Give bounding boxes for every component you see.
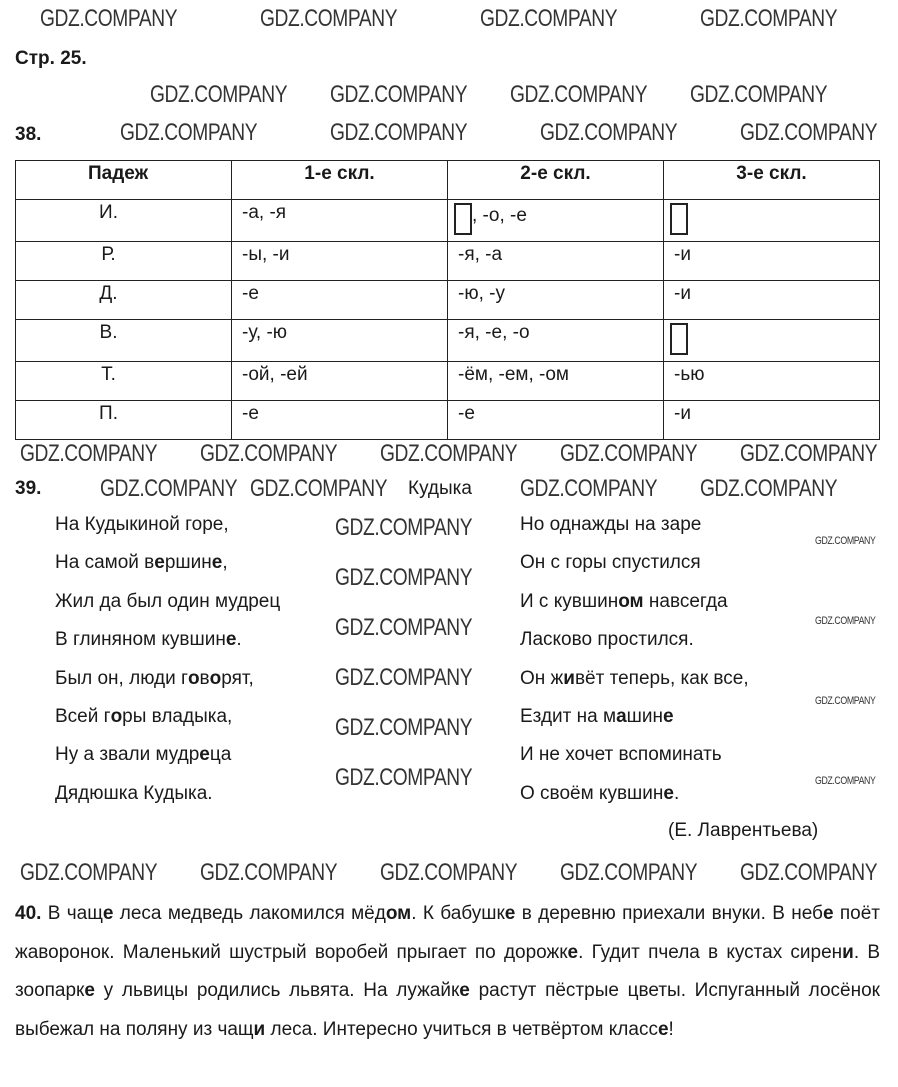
watermark: GDZ.COMPANY	[480, 5, 618, 32]
watermark: GDZ.COMPANY	[740, 440, 878, 467]
decl1-cell	[232, 362, 448, 401]
decl3-cell	[664, 320, 880, 362]
highlighted-ending: е	[102, 903, 114, 924]
watermark: GDZ.COMPANY	[740, 119, 878, 146]
table-row	[16, 401, 880, 440]
text-segment: шин	[626, 706, 663, 727]
empty-ending-box	[670, 323, 688, 355]
watermark: GDZ.COMPANY	[510, 81, 648, 108]
watermark: GDZ.COMPANY	[380, 859, 518, 886]
text-segment: ца	[209, 744, 232, 766]
poem-line	[520, 667, 749, 691]
text-segment: Ездит на м	[520, 706, 617, 727]
poem-line	[55, 667, 254, 691]
text-segment: .	[673, 782, 680, 804]
highlighted-ending: о	[187, 667, 200, 689]
table-header-row	[16, 161, 880, 200]
watermark: GDZ.COMPANY	[335, 714, 473, 741]
text-segment: На Кудыкиной горе,	[55, 514, 229, 535]
ending-text: -я, -а	[458, 244, 503, 265]
text-segment: .	[236, 629, 242, 651]
watermark: GDZ.COMPANY	[335, 614, 473, 641]
decl1-cell	[232, 242, 448, 281]
text-segment: Но однажды на заре	[520, 514, 702, 535]
text-segment: в деревню приехали внуки. В неб	[515, 903, 823, 924]
text-segment: поёт жаворонок. Маленький шустрый воробей прыгает по дорожк	[15, 903, 880, 963]
watermark: GDZ.COMPANY	[335, 664, 473, 691]
poem-line	[55, 782, 213, 806]
watermark: GDZ.COMPANY	[560, 440, 698, 467]
watermark: GDZ.COMPANY	[740, 859, 878, 886]
poem-line	[520, 513, 701, 537]
case-cell	[16, 320, 232, 362]
watermark: GDZ.COMPANY	[560, 859, 698, 886]
column-header: Падеж	[16, 161, 232, 200]
text-segment: В чащ	[41, 903, 103, 924]
table-row	[16, 281, 880, 320]
highlighted-ending: е	[211, 552, 223, 574]
poem-line	[55, 590, 280, 614]
text-segment: И с кувшин	[520, 590, 619, 612]
decl2-cell	[448, 362, 664, 401]
watermark: GDZ.COMPANY	[815, 615, 876, 627]
poem-line	[520, 590, 728, 614]
ending-text: , -о, -е	[472, 205, 527, 226]
highlighted-ending: о	[209, 667, 222, 689]
text-segment: О своём кувшин	[520, 782, 664, 804]
ending-text: -ы, -и	[242, 244, 290, 265]
ending-text: И.	[99, 202, 118, 223]
ending-text: -ью	[674, 364, 705, 385]
exercise-39-number: 39.	[15, 478, 42, 499]
ending-text: -е	[242, 283, 259, 304]
decl3-cell	[664, 242, 880, 281]
decl2-cell	[448, 320, 664, 362]
highlighted-ending: е	[567, 941, 579, 963]
poem-line	[55, 743, 231, 767]
empty-ending-box	[670, 203, 688, 235]
decl1-cell	[232, 200, 448, 242]
watermark: GDZ.COMPANY	[200, 859, 338, 886]
watermark: GDZ.COMPANY	[150, 81, 288, 108]
decl3-cell	[664, 362, 880, 401]
poem-line	[55, 628, 242, 652]
text-segment: ,	[222, 552, 228, 574]
text-segment: В глиняном кувшин	[55, 629, 226, 651]
ending-text: -у, -ю	[242, 322, 288, 343]
watermark: GDZ.COMPANY	[120, 119, 258, 146]
case-cell	[16, 200, 232, 242]
case-cell	[16, 401, 232, 440]
decl2-cell	[448, 200, 664, 242]
declension-table	[15, 160, 880, 440]
text-segment: растут пёстрые цветы. Испуганный лосёнок выбежал на поляну из чащ	[15, 980, 880, 1040]
poem-line	[520, 782, 679, 806]
highlighted-ending: о	[110, 706, 123, 727]
watermark: GDZ.COMPANY	[260, 5, 398, 32]
text-segment: . К бабушк	[411, 903, 505, 924]
ending-text: -ой, -ей	[242, 364, 308, 385]
watermark: GDZ.COMPANY	[815, 695, 876, 707]
ending-text: -а, -я	[242, 202, 287, 223]
highlighted-ending: е	[154, 552, 165, 574]
highlighted-ending: е	[663, 782, 674, 804]
ending-text: -и	[674, 403, 691, 424]
table-row	[16, 320, 880, 362]
poem-line	[55, 705, 232, 729]
highlighted-ending: е	[504, 903, 516, 924]
poem-line	[520, 743, 722, 767]
decl1-cell	[232, 320, 448, 362]
highlighted-ending: е	[225, 629, 237, 651]
poem-line	[520, 551, 701, 575]
text-segment: вёт теперь, как все,	[574, 667, 749, 689]
decl1-cell	[232, 401, 448, 440]
column-header: 1-е скл.	[232, 161, 448, 200]
highlighted-ending: ом	[385, 903, 412, 924]
highlighted-ending: ом	[618, 590, 644, 612]
ending-text: В.	[99, 322, 118, 343]
watermark: GDZ.COMPANY	[815, 535, 876, 547]
watermark: GDZ.COMPANY	[330, 81, 468, 108]
highlighted-ending: е	[663, 706, 674, 727]
highlighted-ending: е	[199, 744, 210, 766]
decl3-cell	[664, 281, 880, 320]
exercise-38-number: 38.	[15, 124, 42, 145]
watermark: GDZ.COMPANY	[815, 775, 876, 787]
text-segment: навсегда	[643, 590, 728, 612]
watermark: GDZ.COMPANY	[40, 5, 178, 32]
watermark: GDZ.COMPANY	[330, 119, 468, 146]
highlighted-ending: и	[842, 941, 854, 963]
ending-text: Д.	[99, 283, 118, 304]
ending-text: -ю, -у	[458, 283, 505, 304]
watermark: GDZ.COMPANY	[520, 475, 658, 502]
exercise-40-text	[15, 895, 880, 1049]
ending-text: -ём, -ем, -ом	[458, 364, 569, 385]
ending-text: -и	[674, 244, 691, 265]
text-segment: Ласково простился.	[520, 629, 694, 651]
watermark: GDZ.COMPANY	[335, 764, 473, 791]
text-segment: . Гудит пчела в кустах сирен	[578, 941, 843, 963]
watermark: GDZ.COMPANY	[335, 514, 473, 541]
watermark: GDZ.COMPANY	[100, 475, 238, 502]
text-segment: Он с горы спустился	[520, 552, 701, 574]
ending-text: Р.	[101, 244, 116, 265]
text-segment: у львицы родились львята. На лужайк	[94, 980, 460, 1001]
text-segment: Он ж	[520, 667, 564, 689]
table-row	[16, 362, 880, 401]
text-segment: рят,	[221, 667, 254, 689]
text-segment: На самой в	[55, 552, 155, 574]
page-number: Стр. 25.	[15, 48, 87, 69]
poem-title: Кудыка	[408, 478, 472, 499]
watermark: GDZ.COMPANY	[690, 81, 828, 108]
watermark: GDZ.COMPANY	[380, 440, 518, 467]
poem-author: (Е. Лаврентьева)	[668, 820, 819, 841]
highlighted-ending: е	[822, 903, 834, 924]
highlighted-ending: 40.	[15, 903, 42, 924]
empty-ending-box	[454, 203, 472, 235]
poem-line	[520, 628, 694, 652]
text-segment: Был он, люди г	[55, 667, 188, 689]
text-segment: И не хочет вспоминать	[520, 744, 722, 766]
watermark: GDZ.COMPANY	[700, 475, 838, 502]
highlighted-ending: а	[616, 706, 627, 727]
decl2-cell	[448, 401, 664, 440]
case-cell	[16, 362, 232, 401]
text-segment: ршин	[164, 552, 212, 574]
highlighted-ending: е	[657, 1018, 669, 1040]
decl2-cell	[448, 281, 664, 320]
ending-text: -е	[242, 403, 259, 424]
text-segment: Дядюшка Кудыка.	[55, 782, 213, 804]
text-segment: Жил да был один мудрец	[55, 590, 281, 612]
highlighted-ending: и	[563, 667, 575, 689]
poem-line	[55, 551, 228, 575]
text-segment: в	[199, 667, 210, 689]
text-segment: леса. Интересно учиться в четвёртом класс	[265, 1018, 658, 1040]
decl3-cell	[664, 401, 880, 440]
ending-text: П.	[99, 403, 118, 424]
case-cell	[16, 242, 232, 281]
decl1-cell	[232, 281, 448, 320]
poem-line	[520, 705, 674, 729]
watermark: GDZ.COMPANY	[700, 5, 838, 32]
column-header: 2-е скл.	[448, 161, 664, 200]
highlighted-ending: и	[253, 1018, 266, 1040]
watermark: GDZ.COMPANY	[540, 119, 678, 146]
table-row	[16, 242, 880, 281]
poem-line	[55, 513, 229, 537]
text-segment: леса медведь лакомился мёд	[113, 903, 386, 924]
text-segment: !	[668, 1018, 674, 1040]
watermark: GDZ.COMPANY	[200, 440, 338, 467]
highlighted-ending: е	[84, 980, 95, 1001]
decl2-cell	[448, 242, 664, 281]
text-segment: . В зоопарк	[15, 941, 880, 1001]
text-segment: Всей г	[55, 706, 111, 727]
ending-text: -и	[674, 283, 691, 304]
watermark: GDZ.COMPANY	[250, 475, 388, 502]
ending-text: -е	[458, 403, 475, 424]
decl3-cell	[664, 200, 880, 242]
table-row	[16, 200, 880, 242]
watermark: GDZ.COMPANY	[335, 564, 473, 591]
ending-text: Т.	[101, 364, 116, 385]
text-segment: ры владыка,	[122, 706, 233, 727]
case-cell	[16, 281, 232, 320]
text-segment: Ну а звали мудр	[55, 744, 200, 766]
highlighted-ending: е	[459, 980, 470, 1001]
watermark: GDZ.COMPANY	[20, 440, 158, 467]
column-header: 3-е скл.	[664, 161, 880, 200]
ending-text: -я, -е, -о	[458, 322, 530, 343]
watermark: GDZ.COMPANY	[20, 859, 158, 886]
